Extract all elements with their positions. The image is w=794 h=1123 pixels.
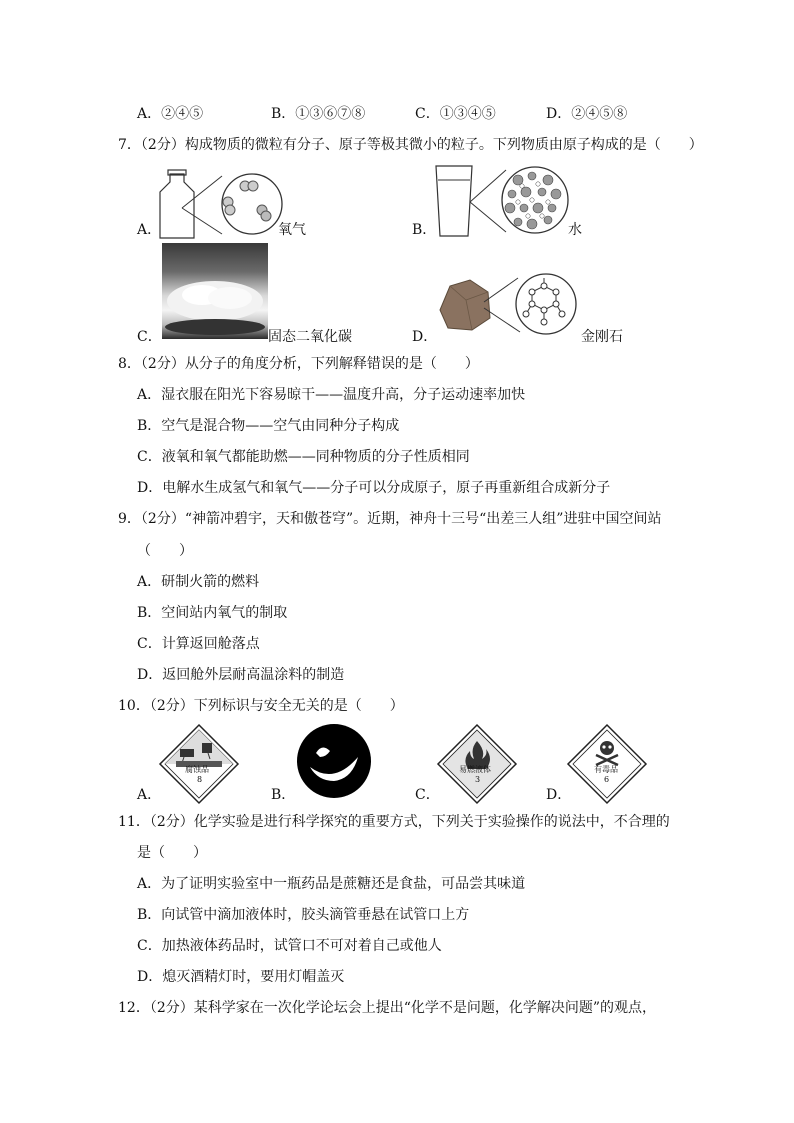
q9-option-a: A．研制火箭的燃料 — [137, 574, 260, 590]
q11-stem-cont: 是（ ） — [137, 845, 207, 861]
water-saving-symbol-icon — [296, 723, 372, 799]
q7-option-c-label: 固态二氧化碳 — [268, 329, 352, 345]
q7-option-a-letter: A． — [137, 222, 162, 238]
q7-option-a-label: 氧气 — [278, 222, 306, 238]
q10-stem: 10．（2分）下列标识与安全无关的是（ ） — [118, 698, 404, 714]
q8-stem: 8．（2分）从分子的角度分析，下列解释错误的是（ ） — [118, 356, 479, 372]
q7-stem: 7．（2分）构成物质的微粒有分子、原子等极其微小的粒子。下列物质由原子构成的是（ ） — [118, 137, 703, 153]
corrosive-sign-number: 8 — [197, 775, 203, 784]
toxic-sign-label: 有毒品 — [594, 765, 618, 774]
q9-option-d: D．返回舱外层耐高温涂料的制造 — [137, 667, 345, 683]
q11-option-a: A．为了证明实验室中一瓶药品是蔗糖还是食盐，可品尝其味道 — [137, 876, 526, 892]
corrosive-sign-label: 腐蚀品 — [185, 765, 209, 774]
q6-option-d: D．②④⑤⑧ — [546, 106, 628, 122]
dry-ice-photo — [162, 243, 268, 339]
q9-stem: 9．（2分）“神箭冲碧宇，天和傲苍穹”。近期，神舟十三号“出差三人组”进驻中国空间站 — [118, 511, 662, 527]
q9-option-b: B．空间站内氧气的制取 — [137, 605, 288, 621]
q11-option-b: B．向试管中滴加液体时，胶头滴管垂悬在试管口上方 — [137, 907, 470, 923]
q11-stem: 11．（2分）化学实验是进行科学探究的重要方式，下列关于实验操作的说法中，不合理的 — [118, 814, 670, 830]
q10-option-c-letter: C． — [415, 787, 440, 803]
q11-option-c: C．加热液体药品时，试管口不可对着自己或他人 — [137, 938, 442, 954]
q8-option-b: B．空气是混合物——空气由同种分子构成 — [137, 418, 400, 434]
q7-option-c-letter: C． — [137, 329, 162, 345]
flammable-sign-label: 易燃液体 — [459, 765, 491, 774]
q12-stem: 12．（2分）某科学家在一次化学论坛会上提出“化学不是问题，化学解决问题”的观点， — [118, 1000, 657, 1016]
water-glass-illustration — [432, 162, 572, 242]
q8-option-d: D．电解水生成氢气和氧气——分子可以分成原子，原子再重新组合成新分子 — [137, 480, 611, 496]
oxygen-bottle-illustration — [158, 166, 288, 241]
q10-option-b-letter: B． — [271, 787, 296, 803]
q7-option-b-label: 水 — [568, 222, 582, 238]
q6-option-a: A．②④⑤ — [137, 106, 204, 122]
q7-option-d-label: 金刚石 — [581, 329, 623, 345]
q6-option-c: C．①③④⑤ — [415, 106, 496, 122]
q7-option-d-letter: D． — [412, 329, 438, 345]
q10-option-d-letter: D． — [546, 787, 572, 803]
q9-stem-cont: （ ） — [137, 543, 193, 559]
flammable-sign-number: 3 — [475, 775, 481, 784]
q8-option-a: A．湿衣服在阳光下容易晾干——温度升高，分子运动速率加快 — [137, 387, 526, 403]
toxic-sign-number: 6 — [604, 775, 610, 784]
q9-option-c: C．计算返回舱落点 — [137, 636, 260, 652]
q11-option-d: D．熄灭酒精灯时，要用灯帽盖灭 — [137, 969, 345, 985]
q8-option-c: C．液氧和氧气都能助燃——同种物质的分子性质相同 — [137, 449, 470, 465]
q7-option-b-letter: B． — [412, 222, 437, 238]
diamond-structure-illustration — [436, 270, 576, 340]
q10-option-a-letter: A． — [137, 787, 162, 803]
q6-option-b: B．①③⑥⑦⑧ — [271, 106, 366, 122]
